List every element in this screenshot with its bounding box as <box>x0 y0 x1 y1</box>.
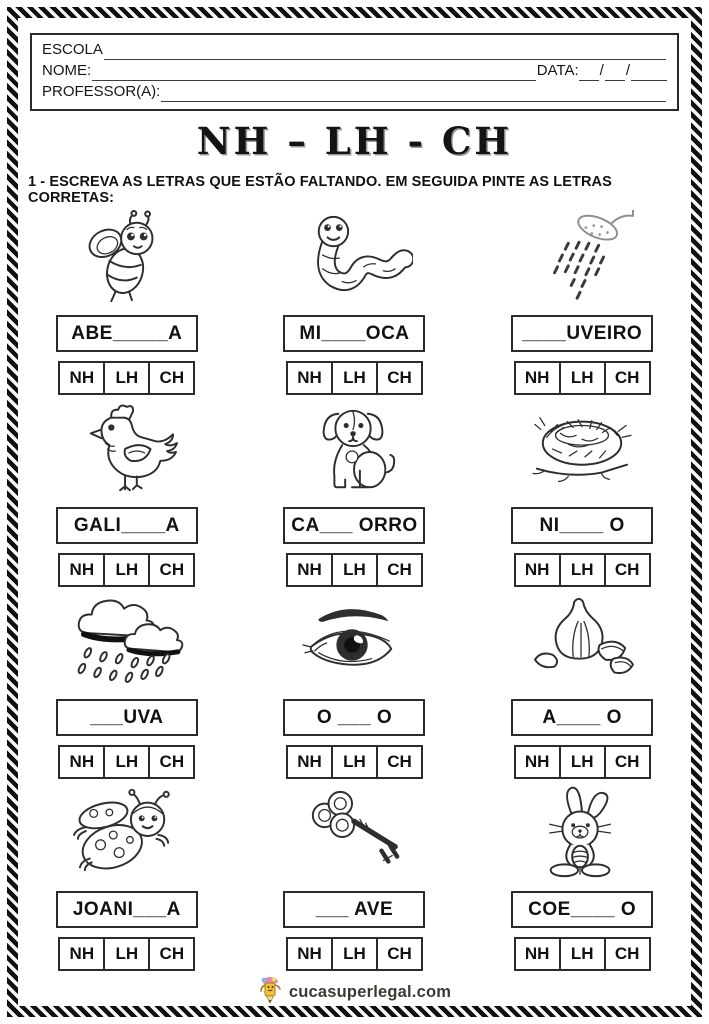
word-box[interactable]: O ___ O <box>283 699 425 736</box>
option-nh[interactable]: NH <box>58 553 105 587</box>
digraph-options <box>58 937 195 971</box>
nest-image <box>491 402 673 500</box>
word-box[interactable]: A____ O <box>511 699 653 736</box>
date-label: DATA: <box>536 62 579 79</box>
worm-image <box>264 210 446 308</box>
name-line[interactable] <box>92 66 536 81</box>
date-separator: / <box>599 62 604 79</box>
word-box[interactable]: GALI____A <box>56 507 198 544</box>
option-ch[interactable]: CH <box>376 937 423 971</box>
date-month-line[interactable] <box>605 66 625 81</box>
exercise-card <box>264 402 446 594</box>
word-box[interactable]: MI____OCA <box>283 315 425 352</box>
option-ch[interactable]: CH <box>148 745 195 779</box>
eye-image <box>264 594 446 692</box>
digraph-options <box>58 361 195 395</box>
rabbit-image <box>491 786 673 884</box>
date-day-line[interactable] <box>579 66 599 81</box>
worksheet-content <box>28 24 681 1000</box>
option-nh[interactable]: NH <box>286 937 333 971</box>
option-lh[interactable]: LH <box>103 937 150 971</box>
site-name: cucasuperlegal.com <box>288 982 452 1001</box>
digraph-options <box>58 553 195 587</box>
pencil-mascot-icon <box>258 976 282 1009</box>
option-nh[interactable]: NH <box>514 745 561 779</box>
exercise-card <box>491 594 673 786</box>
bee-image <box>36 210 218 308</box>
option-lh[interactable]: LH <box>559 745 606 779</box>
digraph-options <box>514 553 651 587</box>
date-year-line[interactable] <box>631 66 667 81</box>
key-image <box>264 786 446 884</box>
word-box[interactable]: COE____ O <box>511 891 653 928</box>
option-nh[interactable]: NH <box>514 937 561 971</box>
word-box[interactable]: CA___ ORRO <box>283 507 425 544</box>
header-box <box>30 33 679 111</box>
option-nh[interactable]: NH <box>286 745 333 779</box>
rain-cloud-image <box>36 594 218 692</box>
ladybug-image <box>36 786 218 884</box>
digraph-options <box>286 361 423 395</box>
digraph-options <box>286 937 423 971</box>
shower-image <box>491 210 673 308</box>
option-nh[interactable]: NH <box>58 937 105 971</box>
exercise-card <box>36 210 218 402</box>
word-box[interactable]: NI____ O <box>511 507 653 544</box>
option-ch[interactable]: CH <box>604 937 651 971</box>
word-box[interactable]: ABE_____A <box>56 315 198 352</box>
teacher-label: PROFESSOR(A): <box>42 83 161 100</box>
option-nh[interactable]: NH <box>286 361 333 395</box>
chicken-image <box>36 402 218 500</box>
option-lh[interactable]: LH <box>103 361 150 395</box>
exercise-card <box>36 402 218 594</box>
dog-image <box>264 402 446 500</box>
name-label: NOME: <box>42 62 92 79</box>
digraph-options <box>286 553 423 587</box>
option-ch[interactable]: CH <box>376 553 423 587</box>
option-ch[interactable]: CH <box>148 553 195 587</box>
option-ch[interactable]: CH <box>604 361 651 395</box>
option-nh[interactable]: NH <box>286 553 333 587</box>
digraph-options <box>514 937 651 971</box>
option-lh[interactable]: LH <box>331 361 378 395</box>
option-ch[interactable]: CH <box>604 745 651 779</box>
school-line[interactable] <box>104 45 666 60</box>
option-lh[interactable]: LH <box>331 553 378 587</box>
footer <box>28 978 681 1008</box>
word-box[interactable]: ___UVA <box>56 699 198 736</box>
option-nh[interactable]: NH <box>58 361 105 395</box>
word-box[interactable]: ____UVEIRO <box>511 315 653 352</box>
garlic-image <box>491 594 673 692</box>
exercise-card <box>491 210 673 402</box>
option-lh[interactable]: LH <box>559 553 606 587</box>
option-lh[interactable]: LH <box>103 553 150 587</box>
teacher-line[interactable] <box>161 87 666 102</box>
exercise-card <box>491 786 673 978</box>
option-lh[interactable]: LH <box>559 361 606 395</box>
option-ch[interactable]: CH <box>148 937 195 971</box>
option-nh[interactable]: NH <box>58 745 105 779</box>
exercise-card <box>491 402 673 594</box>
word-box[interactable]: ___ AVE <box>283 891 425 928</box>
exercise-card <box>264 210 446 402</box>
digraph-options <box>514 361 651 395</box>
word-box[interactable]: JOANI___A <box>56 891 198 928</box>
instruction-text: 1 - ESCREVA AS LETRAS QUE ESTÃO FALTANDO. EM SEGUIDA PINTE AS LETRAS CORRETAS: <box>28 174 612 206</box>
digraph-options <box>58 745 195 779</box>
option-ch[interactable]: CH <box>376 745 423 779</box>
digraph-options <box>514 745 651 779</box>
digraph-options <box>286 745 423 779</box>
option-lh[interactable]: LH <box>559 937 606 971</box>
option-nh[interactable]: NH <box>514 361 561 395</box>
option-ch[interactable]: CH <box>148 361 195 395</box>
option-ch[interactable]: CH <box>604 553 651 587</box>
school-label: ESCOLA <box>42 41 103 58</box>
exercise-card <box>36 594 218 786</box>
exercise-card <box>36 786 218 978</box>
option-lh[interactable]: LH <box>331 937 378 971</box>
option-ch[interactable]: CH <box>376 361 423 395</box>
exercise-card <box>264 786 446 978</box>
option-nh[interactable]: NH <box>514 553 561 587</box>
date-separator: / <box>625 62 630 79</box>
page-title: NH – LH - CH <box>196 119 513 163</box>
exercise-card <box>264 594 446 786</box>
option-lh[interactable]: LH <box>331 745 378 779</box>
exercise-grid <box>28 210 681 978</box>
option-lh[interactable]: LH <box>103 745 150 779</box>
